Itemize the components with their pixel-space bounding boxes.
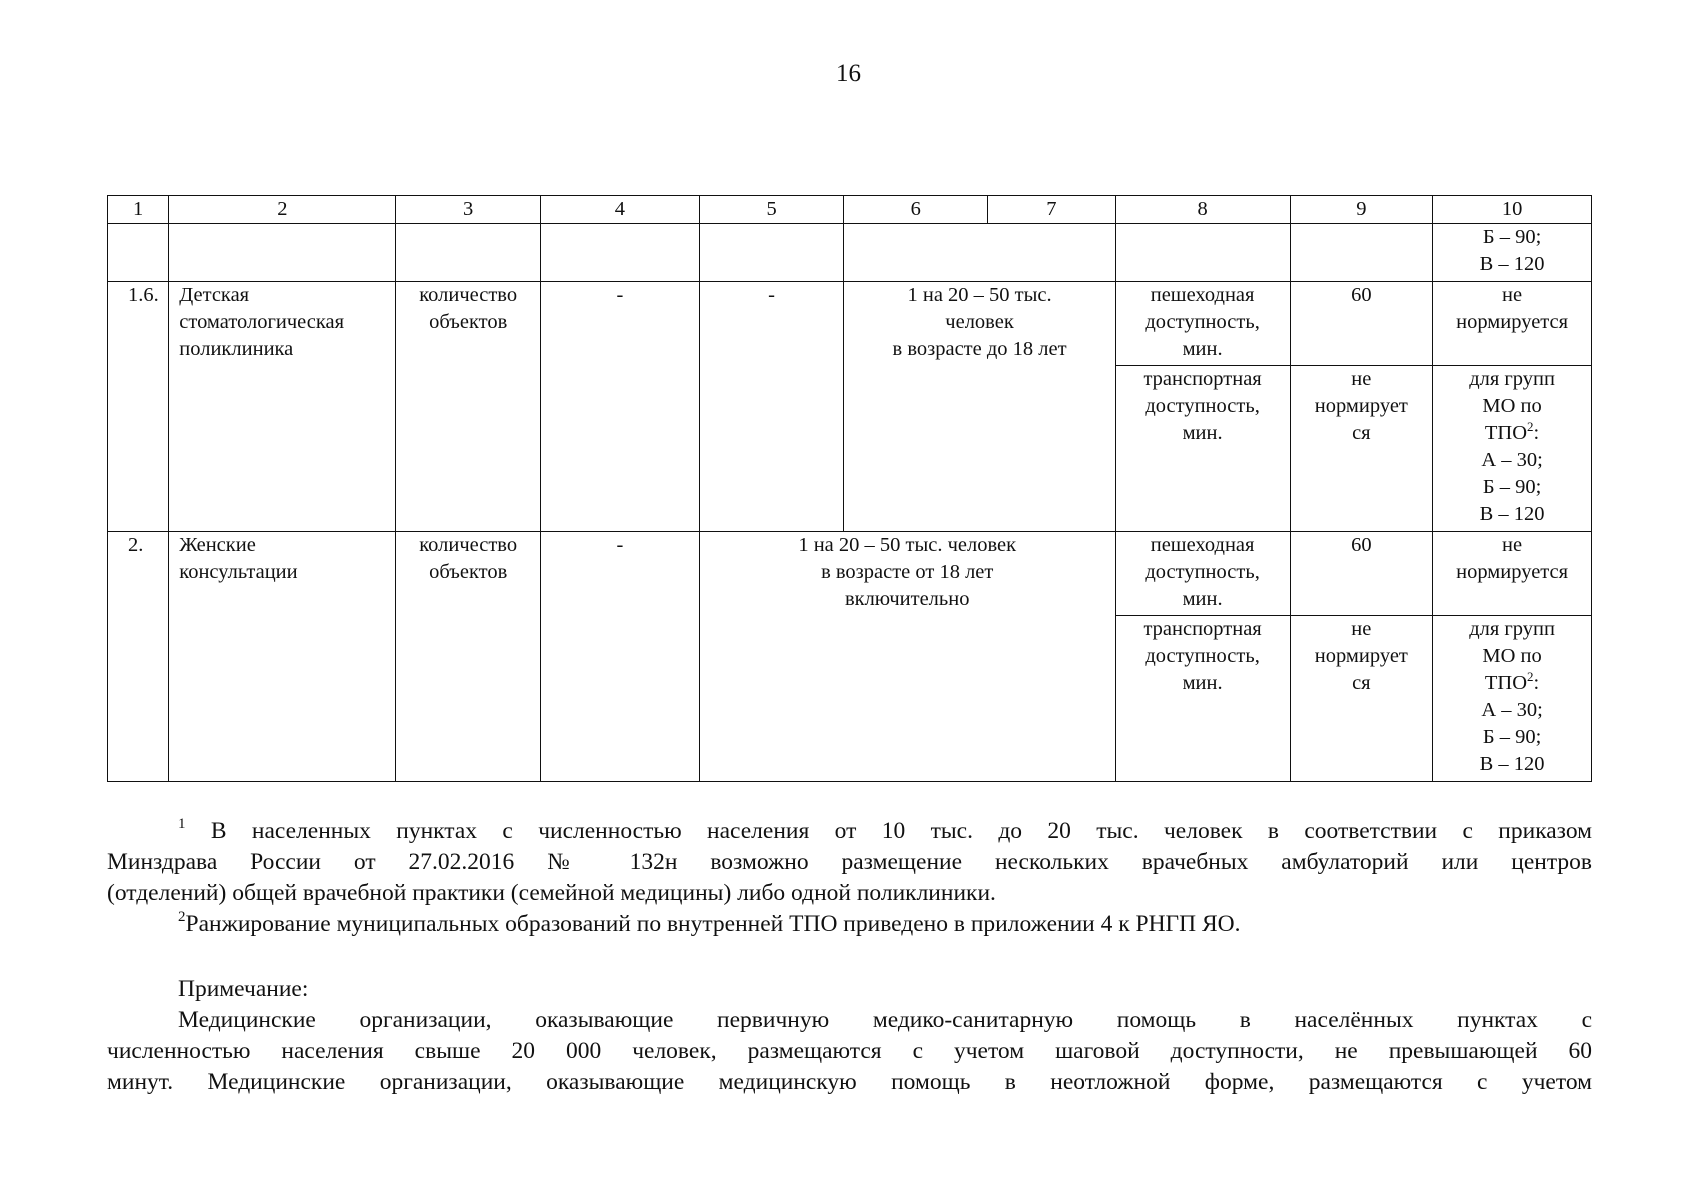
table-row-1-6 — [108, 282, 1592, 366]
header-cell-9: 9 — [1290, 196, 1433, 224]
cell-line: человек — [945, 311, 1014, 333]
header-cell-4: 4 — [541, 196, 700, 224]
tpo-text: ТПО — [1484, 422, 1528, 444]
cell-line: Детская — [179, 284, 250, 306]
cell-line: пешеходная — [1150, 284, 1255, 306]
table-row-continuation — [108, 224, 1592, 282]
header-cell-2: 2 — [169, 196, 396, 224]
cell-line: доступность, — [1145, 311, 1260, 333]
note-line-3: минут. Медицинские организации, оказывающие медицинскую помощь в неотложной форме, размещаются с учетом — [107, 1069, 1592, 1095]
cell-line: для групп — [1469, 368, 1555, 390]
groups-cell — [1433, 282, 1592, 366]
note-title: Примечание: — [178, 976, 309, 1002]
cell-line: объектов — [429, 561, 508, 583]
footnote-2 — [107, 909, 1592, 940]
table-cell — [1290, 224, 1433, 282]
footnote-ref: 2 — [1527, 669, 1534, 684]
cell-line: ся — [1352, 672, 1371, 694]
header-cell-10: 10 — [1433, 196, 1592, 224]
footnote-1-line-1 — [107, 816, 1592, 847]
row-number: 1.6. — [108, 282, 169, 532]
note-line-1: Медицинские организации, оказывающие первичную медико-санитарную помощь в населённых пунктах с — [178, 1007, 1592, 1033]
capacity-cell — [844, 282, 1115, 532]
groups-cell — [1433, 532, 1592, 616]
footnote-1-line-2: Минздрава России от 27.02.2016 № 132н возможно размещение нескольких врачебных амбулаторий или центров — [107, 849, 1592, 875]
cell-line: 1 на 20 – 50 тыс. человек — [798, 534, 1017, 556]
table-cell — [699, 224, 844, 282]
header-cell-6: 6 — [844, 196, 988, 224]
cell-line: объектов — [429, 311, 508, 333]
unit-cell — [396, 282, 541, 532]
table-cell — [108, 224, 169, 282]
norms-table — [107, 195, 1592, 782]
access-value-cell — [1290, 616, 1433, 782]
table-header-row — [108, 196, 1592, 224]
col5-cell: - — [699, 282, 844, 532]
access-value-cell: 60 — [1290, 532, 1433, 616]
cell-line: мин. — [1182, 588, 1223, 610]
footnote-ref: 2 — [1527, 419, 1534, 434]
page-number: 16 — [836, 60, 861, 87]
access-type-cell — [1115, 616, 1290, 782]
cell-line: для групп — [1469, 618, 1555, 640]
cell-line: нормирует — [1314, 395, 1408, 417]
cell-line: мин. — [1182, 338, 1223, 360]
cell-line: количество — [419, 534, 518, 556]
groups-cell — [1433, 366, 1592, 532]
cell-line: 1 на 20 – 50 тыс. — [907, 284, 1052, 306]
cell-line: А – 30; — [1481, 449, 1543, 471]
cell-line: поликлиника — [179, 338, 294, 360]
cell-line: Б – 90; — [1482, 726, 1542, 748]
cell-line: Женские — [179, 534, 256, 556]
cell-line: стоматологическая — [179, 311, 345, 333]
cell-line: включительно — [844, 588, 970, 610]
header-cell-8: 8 — [1115, 196, 1290, 224]
cell-line-tpo — [1439, 670, 1585, 697]
cell-line: в возрасте от 18 лет — [821, 561, 994, 583]
cell-line: не — [1351, 618, 1372, 640]
cell-line: не — [1502, 534, 1523, 556]
cell-line: транспортная — [1143, 618, 1262, 640]
cell-line: доступность, — [1145, 645, 1260, 667]
cell-line: не — [1351, 368, 1372, 390]
header-cell-7: 7 — [988, 196, 1116, 224]
tpo-colon: : — [1533, 422, 1540, 444]
cell-line: количество — [419, 284, 518, 306]
table-cell — [396, 224, 541, 282]
cell-line: мин. — [1182, 672, 1223, 694]
cell-line: консультации — [179, 561, 298, 583]
footnote-text: Ранжирование муниципальных образований по внутренней ТПО приведено в приложении 4 к РНГП ЯО. — [185, 911, 1241, 937]
header-cell-5: 5 — [699, 196, 844, 224]
col4-cell: - — [541, 282, 700, 532]
note-line-2: численностью населения свыше 20 000 человек, размещаются с учетом шаговой доступности, не превышающей 60 — [107, 1038, 1592, 1064]
cell-line: ся — [1352, 422, 1371, 444]
unit-cell — [396, 532, 541, 782]
cell-line: В – 120 — [1479, 753, 1545, 775]
cell-line: МО по — [1482, 645, 1542, 667]
access-type-cell — [1115, 366, 1290, 532]
cell-line: А – 30; — [1481, 699, 1543, 721]
cell-line: Б – 90; — [1482, 476, 1542, 498]
groups-cell — [1433, 616, 1592, 782]
cell-line: транспортная — [1143, 368, 1262, 390]
table-cell — [541, 224, 700, 282]
cell-line: нормирует — [1314, 645, 1408, 667]
table-cell — [1115, 224, 1290, 282]
cell-line: доступность, — [1145, 395, 1260, 417]
table-cell — [169, 224, 396, 282]
cell-line: в возрасте до 18 лет — [892, 338, 1067, 360]
cell-line: мин. — [1182, 422, 1223, 444]
capacity-cell — [699, 532, 1115, 782]
cell-line-tpo — [1439, 420, 1585, 447]
header-cell-3: 3 — [396, 196, 541, 224]
footnote-text: В населенных пунктах с численностью населения от 10 тыс. до 20 тыс. человек в соответствии с приказом — [210, 818, 1593, 844]
cell-line: МО по — [1482, 395, 1542, 417]
cell-line: доступность, — [1145, 561, 1260, 583]
cell-line: нормируется — [1456, 561, 1569, 583]
footnote-1-line-3: (отделений) общей врачебной практики (семейной медицины) либо одной поликлиники. — [107, 880, 996, 906]
cell-line: нормируется — [1456, 311, 1569, 333]
access-type-cell — [1115, 282, 1290, 366]
notes-block — [107, 816, 1592, 1098]
row-number: 2. — [108, 532, 169, 782]
access-value-cell: 60 — [1290, 282, 1433, 366]
cell-line: В – 120 — [1479, 253, 1545, 275]
cell-line: пешеходная — [1150, 534, 1255, 556]
tpo-text: ТПО — [1484, 672, 1528, 694]
access-value-cell — [1290, 366, 1433, 532]
header-cell-1: 1 — [108, 196, 169, 224]
cell-line: не — [1502, 284, 1523, 306]
col4-cell: - — [541, 532, 700, 782]
facility-name — [169, 282, 396, 532]
facility-name — [169, 532, 396, 782]
table-row-2 — [108, 532, 1592, 616]
access-type-cell — [1115, 532, 1290, 616]
table-cell — [844, 224, 1115, 282]
groups-cell — [1433, 224, 1592, 282]
footnote-mark: 2 — [178, 909, 186, 925]
cell-line: Б – 90; — [1482, 226, 1542, 248]
footnote-mark: 1 — [178, 816, 186, 832]
tpo-colon: : — [1533, 672, 1540, 694]
cell-line: В – 120 — [1479, 503, 1545, 525]
